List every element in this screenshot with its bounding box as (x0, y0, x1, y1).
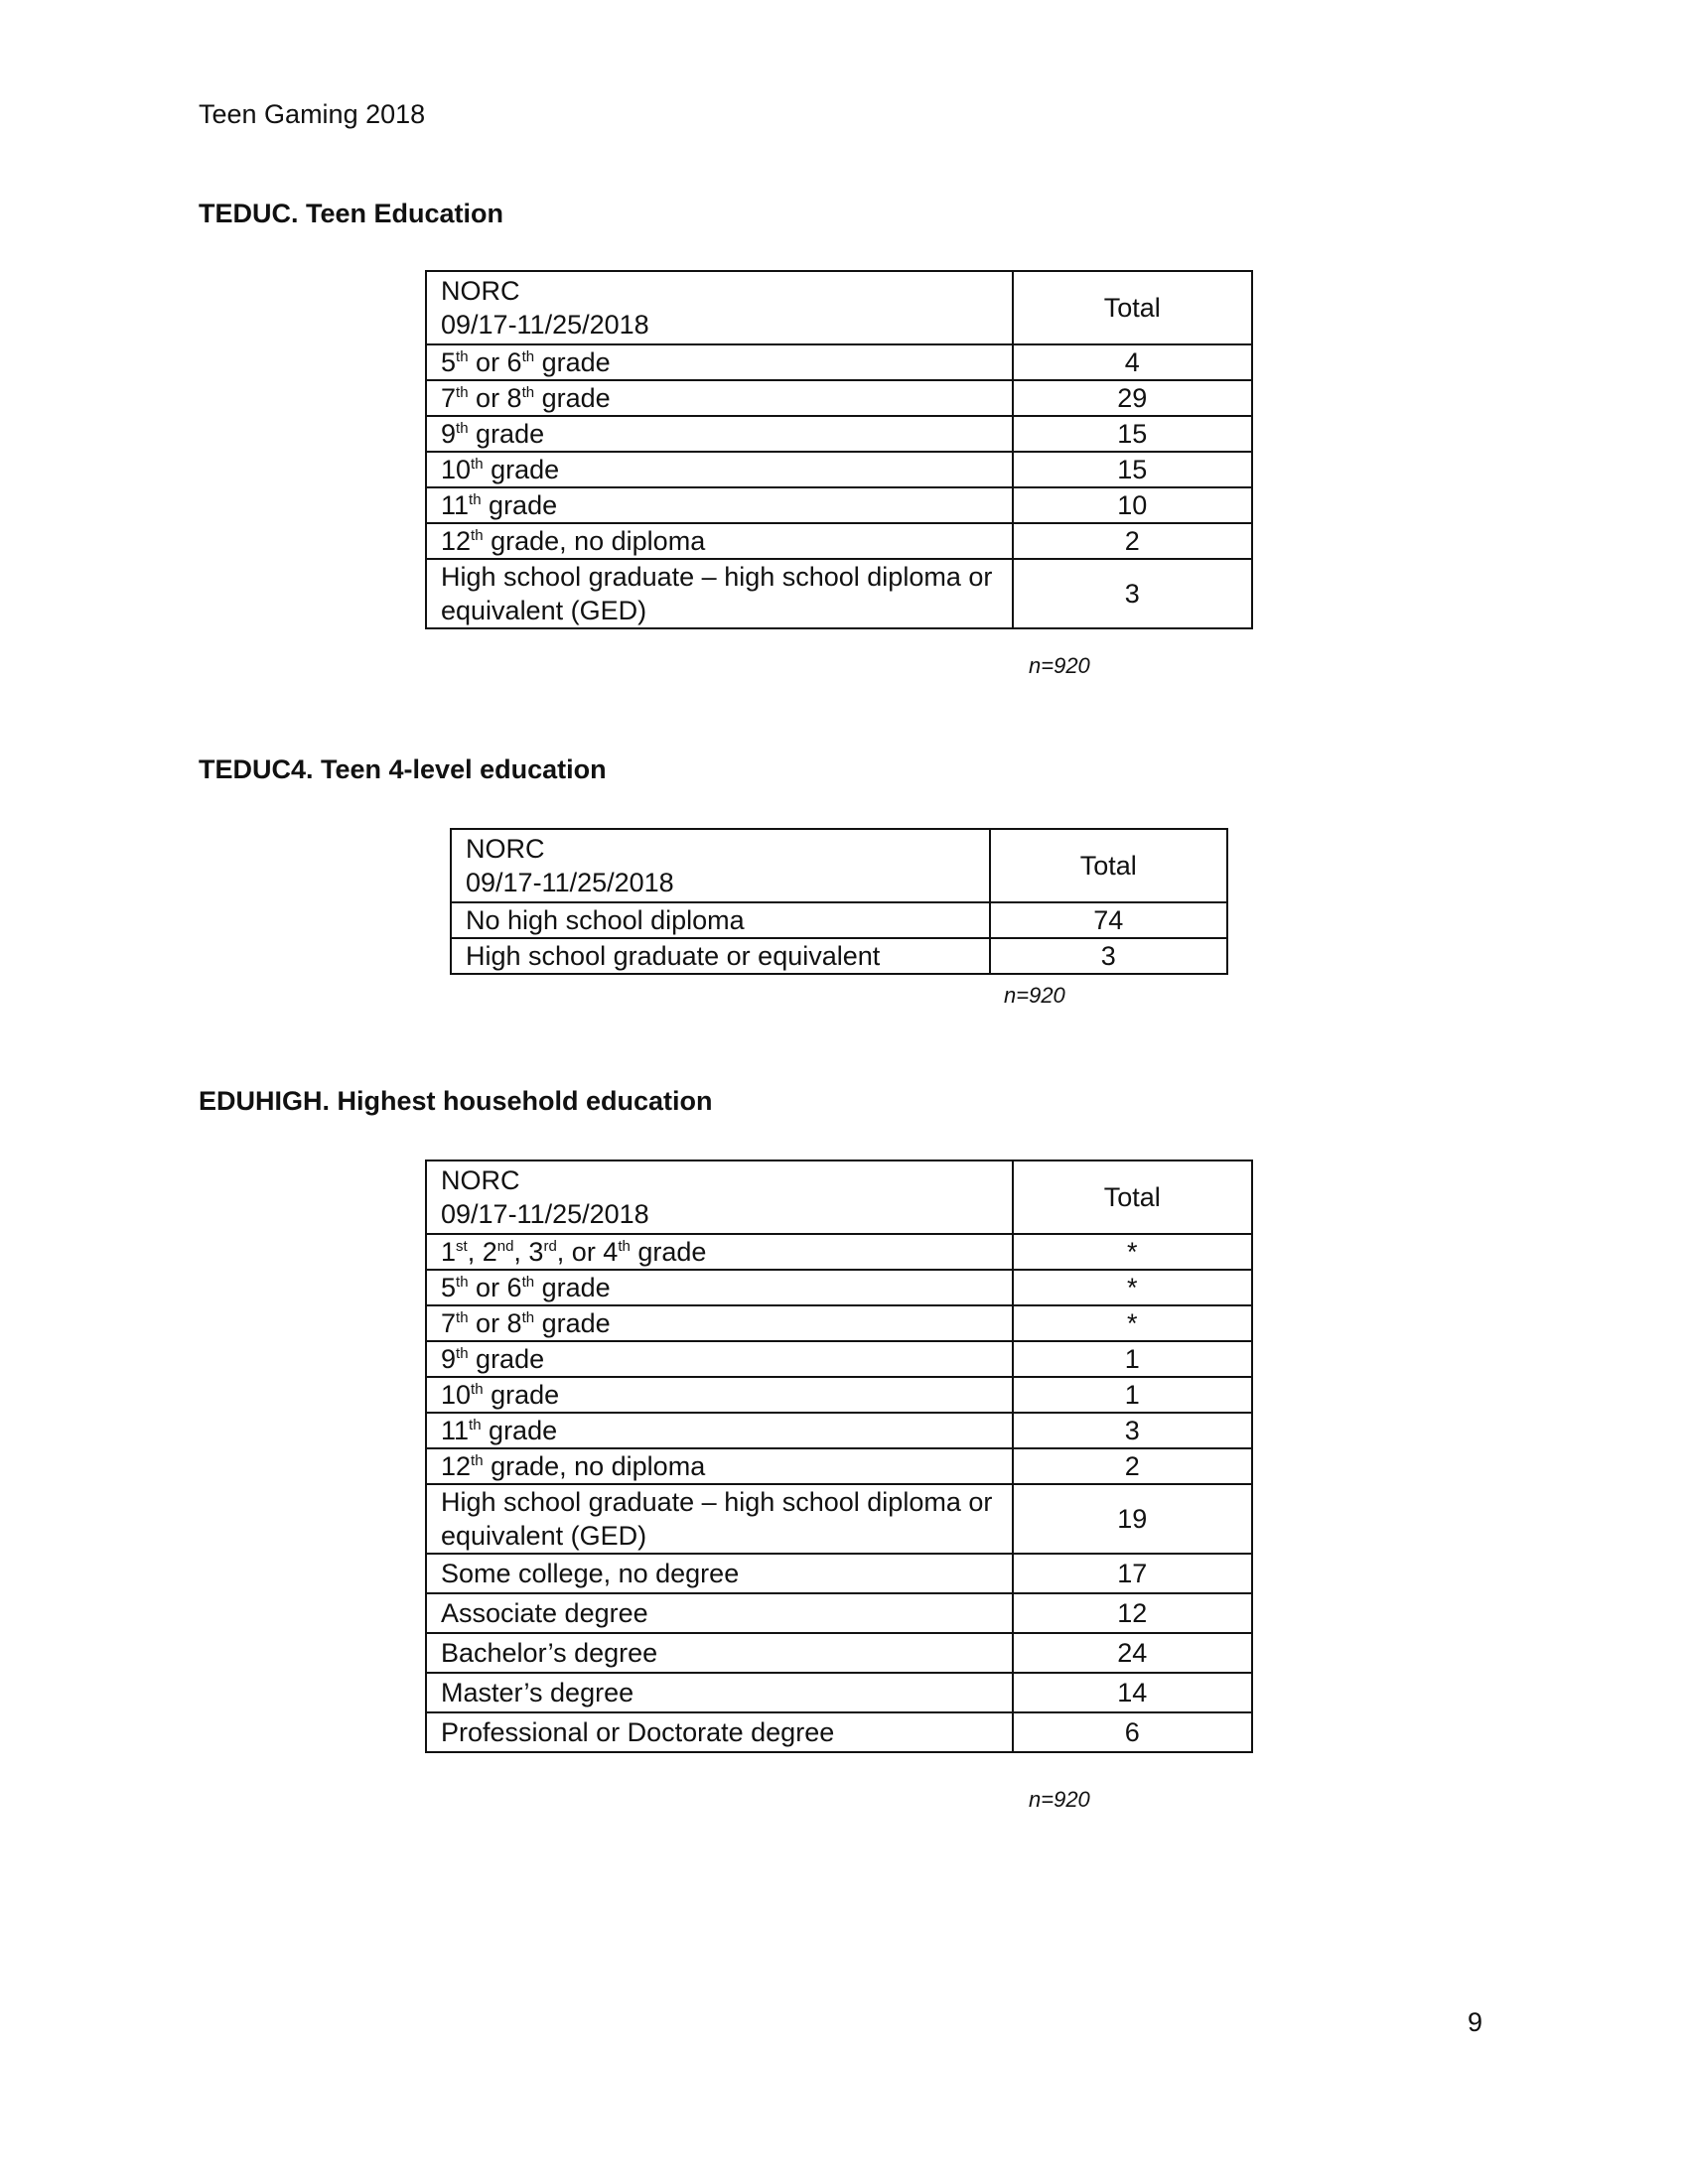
row-label: 9th grade (426, 416, 1013, 452)
table-row (426, 559, 1252, 628)
page-number: 9 (1468, 2007, 1483, 2037)
table-row (426, 1413, 1252, 1448)
row-label: 12th grade, no diploma (426, 1448, 1013, 1484)
header-org: NORC (466, 834, 545, 864)
row-value: 10 (1013, 487, 1252, 523)
header-dates: 09/17-11/25/2018 (441, 1199, 649, 1229)
sample-size-note: n=920 (1004, 983, 1065, 1008)
table-eduhigh (425, 1160, 1253, 1753)
table-row (426, 523, 1252, 559)
total-header: Total (1013, 271, 1252, 344)
table-row (426, 1484, 1252, 1554)
table-row (451, 902, 1227, 938)
table-row (426, 344, 1252, 380)
header-label-cell (426, 1160, 1013, 1234)
total-header: Total (990, 829, 1227, 902)
row-value: 19 (1013, 1484, 1252, 1554)
table-header-row (426, 1160, 1252, 1234)
section-title-teduc: TEDUC. Teen Education (199, 199, 504, 228)
table-teduc (425, 270, 1253, 629)
row-value: 12 (1013, 1593, 1252, 1633)
row-label: High school graduate – high school diploma or equivalent (GED) (426, 559, 1013, 628)
row-label: High school graduate – high school diploma or equivalent (GED) (426, 1484, 1013, 1554)
table-header-row (426, 271, 1252, 344)
row-value: 15 (1013, 452, 1252, 487)
row-label: 7th or 8th grade (426, 380, 1013, 416)
table-teduc4 (450, 828, 1228, 975)
row-value: 24 (1013, 1633, 1252, 1673)
row-label: Professional or Doctorate degree (426, 1712, 1013, 1752)
row-label: 11th grade (426, 1413, 1013, 1448)
table-row (426, 452, 1252, 487)
row-label: Bachelor’s degree (426, 1633, 1013, 1673)
row-label: 12th grade, no diploma (426, 523, 1013, 559)
table-row (426, 1593, 1252, 1633)
row-value: 4 (1013, 344, 1252, 380)
row-value: * (1013, 1234, 1252, 1270)
table-row (426, 1341, 1252, 1377)
row-label: Associate degree (426, 1593, 1013, 1633)
header-org: NORC (441, 1165, 520, 1195)
row-value: 14 (1013, 1673, 1252, 1712)
row-label: No high school diploma (451, 902, 990, 938)
row-value: 3 (1013, 1413, 1252, 1448)
table-header-row (451, 829, 1227, 902)
row-value: 2 (1013, 523, 1252, 559)
row-label: 11th grade (426, 487, 1013, 523)
header-org: NORC (441, 276, 520, 306)
row-label: 10th grade (426, 1377, 1013, 1413)
table-row (426, 1673, 1252, 1712)
row-value: 6 (1013, 1712, 1252, 1752)
row-value: 2 (1013, 1448, 1252, 1484)
section-title-teduc4: TEDUC4. Teen 4-level education (199, 754, 607, 784)
header-label-cell (451, 829, 990, 902)
row-label: Some college, no degree (426, 1554, 1013, 1593)
header-dates: 09/17-11/25/2018 (466, 868, 674, 897)
total-header: Total (1013, 1160, 1252, 1234)
table-row (426, 1305, 1252, 1341)
row-label: 1st, 2nd, 3rd, or 4th grade (426, 1234, 1013, 1270)
row-label: 7th or 8th grade (426, 1305, 1013, 1341)
table-row (426, 1270, 1252, 1305)
table-row (426, 1712, 1252, 1752)
table-row (426, 1448, 1252, 1484)
table-row (451, 938, 1227, 974)
row-value: 74 (990, 902, 1227, 938)
row-value: 3 (1013, 559, 1252, 628)
row-value: 17 (1013, 1554, 1252, 1593)
row-label: 5th or 6th grade (426, 344, 1013, 380)
row-label: High school graduate or equivalent (451, 938, 990, 974)
section-title-eduhigh: EDUHIGH. Highest household education (199, 1086, 713, 1116)
sample-size-note: n=920 (1029, 653, 1090, 678)
document-header: Teen Gaming 2018 (199, 99, 426, 129)
row-value: 15 (1013, 416, 1252, 452)
row-value: * (1013, 1305, 1252, 1341)
row-label: 10th grade (426, 452, 1013, 487)
row-value: 1 (1013, 1377, 1252, 1413)
table-row (426, 1377, 1252, 1413)
table-row (426, 416, 1252, 452)
header-dates: 09/17-11/25/2018 (441, 310, 649, 340)
table-row (426, 1554, 1252, 1593)
row-label: Master’s degree (426, 1673, 1013, 1712)
row-value: 3 (990, 938, 1227, 974)
row-value: * (1013, 1270, 1252, 1305)
table-row (426, 487, 1252, 523)
table-row (426, 1234, 1252, 1270)
row-label: 9th grade (426, 1341, 1013, 1377)
header-label-cell (426, 271, 1013, 344)
table-row (426, 1633, 1252, 1673)
table-row (426, 380, 1252, 416)
sample-size-note: n=920 (1029, 1787, 1090, 1812)
row-label: 5th or 6th grade (426, 1270, 1013, 1305)
row-value: 1 (1013, 1341, 1252, 1377)
row-value: 29 (1013, 380, 1252, 416)
